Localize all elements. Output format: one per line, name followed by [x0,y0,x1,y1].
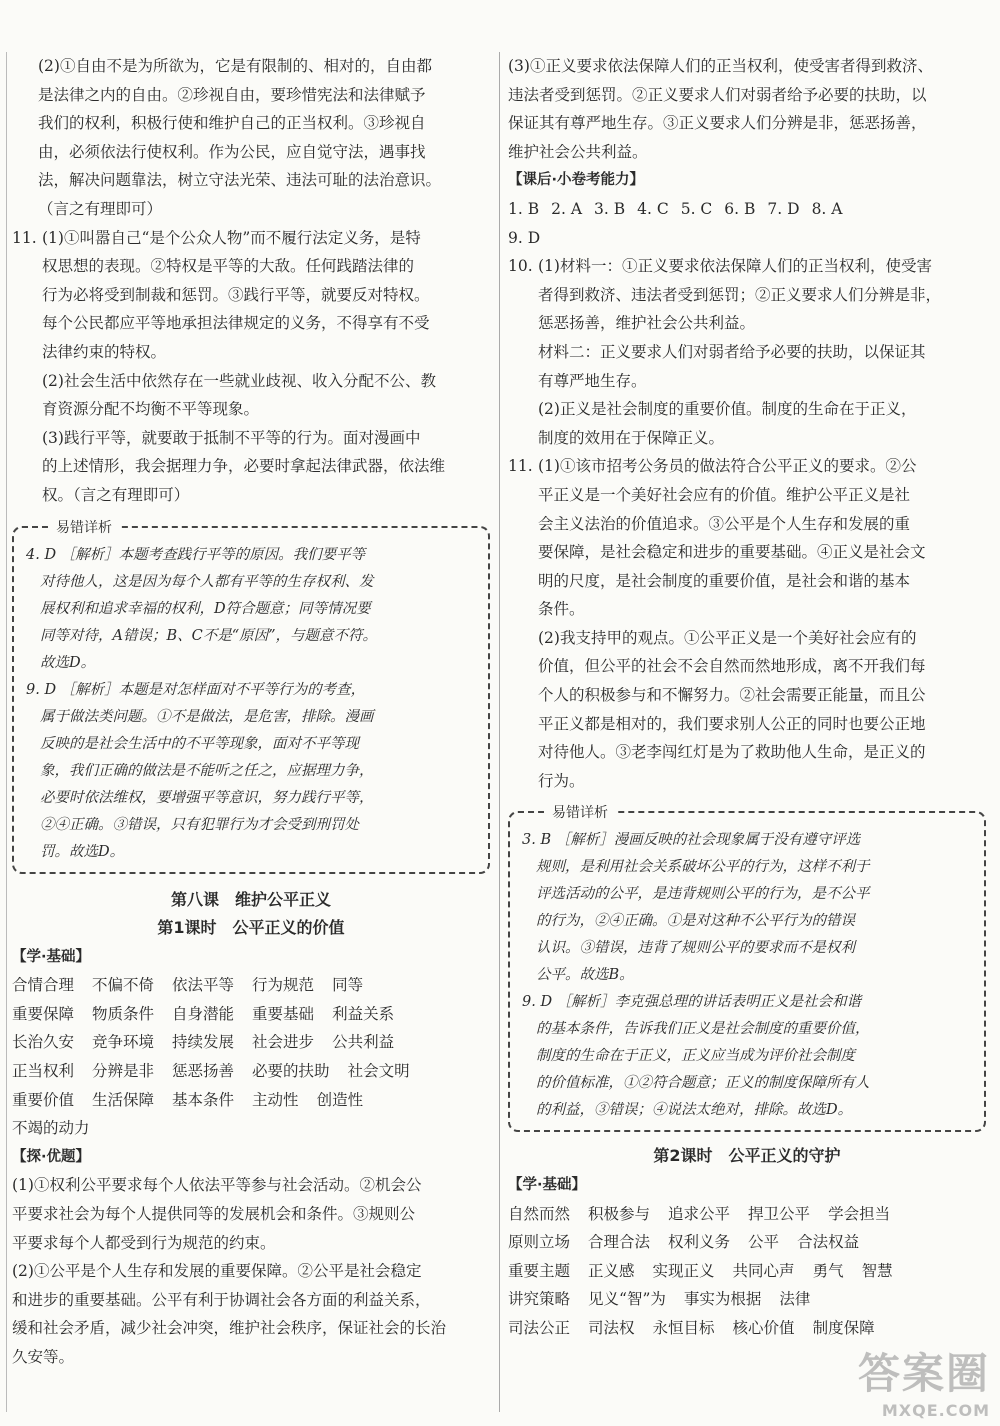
error-analysis-line: 9. D ［解析］本题是对怎样面对不平等行为的考查， [26,681,366,698]
choice-answer: 4. C [637,199,669,218]
answer-line: (1)材料一：①正义要求依法保障人们的正当权利，使受害 [538,257,932,276]
q11-number: 11. [12,228,37,247]
keyword: 勇气 [812,1261,844,1280]
keyword: 重要价值 [12,1090,75,1109]
keyword: 自身潜能 [172,1004,235,1023]
keyword: 分辨是非 [92,1062,155,1081]
keyword-row [508,1257,986,1286]
error-analysis-line: 公平。故选B。 [536,967,634,984]
keyword: 创造性 [316,1090,364,1109]
error-analysis-line: 对待他人，这是因为每个人都有平等的生存权利、发 [40,573,374,590]
answer-line: （言之有理即可） [38,199,163,218]
answer-line: (3)①正义要求依法保障人们的正当权利，使受害者得到救济、 [508,57,933,75]
answer-line: (2)①自由不是为所欲为，它是有限制的、相对的，自由都 [38,57,432,75]
keyword: 智慧 [861,1261,893,1280]
keyword: 不偏不倚 [92,976,155,995]
choice-answer: 7. D [767,199,800,218]
choice-answer: 2. A [551,199,583,218]
error-analysis-line: 的基本条件，告诉我们正义是社会制度的重要价值， [536,1021,870,1038]
keyword: 正当权利 [12,1062,75,1081]
answer-line: 行为必将受到制裁和惩罚。③践行平等，就要反对特权。 [42,285,430,304]
answer-line: 和进步的重要基础。公平有利于协调社会各方面的利益关系， [12,1290,431,1309]
keyword: 基本条件 [172,1090,235,1109]
keyword: 学会担当 [828,1204,891,1223]
answer-line: 缓和社会矛盾，减少社会冲突，维护社会秩序，保证社会的长治 [12,1319,447,1338]
keyword: 竞争环境 [92,1033,155,1052]
keyword-row [12,1057,490,1086]
keyword: 生活保障 [92,1090,155,1109]
keyword: 见义“智”为 [588,1290,666,1309]
keyword: 事实为根据 [683,1290,762,1309]
keyword-row [12,1028,490,1057]
q11-answer-block-right [508,452,986,795]
keyword-row [12,1000,490,1029]
answer-line: 价值，但公平的社会不会自然而然地形成，离不开我们每 [538,657,926,676]
answer-line: (1)①权利公平要求每个人依法平等参与社会活动。②机会公 [12,1176,422,1195]
error-analysis-title-right: 易错详析 [544,800,616,827]
choice-answer: 5. C [680,199,713,218]
keyword: 追求公平 [668,1204,731,1223]
answer-line: (2)正义是社会制度的重要价值。制度的生命在于正义， [538,400,917,419]
answer-line: 由，必须依法行使权利。作为公民，应自觉守法，遇事找 [38,142,426,161]
answer-line: 平正义是一个美好社会应有的价值。维护公平正义是社 [538,485,911,504]
answer-line: 维护社会公共利益。 [508,142,648,161]
keyword: 行为规范 [252,976,315,995]
keyword: 重要保障 [12,1004,75,1023]
keyword: 捍卫公平 [748,1204,811,1223]
answer-line: 要保障，是社会稳定和进步的重要基础。④正义是社会文 [538,543,926,562]
keyword: 核心价值 [732,1319,795,1337]
answer-line: (2)①公平是个人生存和发展的重要保障。②公平是社会稳定 [12,1262,422,1281]
keyword: 共同心声 [732,1261,795,1280]
keyword-list-right [508,1200,986,1343]
answer-line: 每个公民都应平等地承担法律规定的义务，不得享有不受 [42,314,430,333]
keyword: 讲究策略 [508,1290,571,1309]
section-tan-youti: 【探·优题】 [12,1148,91,1165]
error-analysis-line: 象，我们正确的做法是不能听之任之，应据理力争， [40,762,374,779]
keyword: 重要主题 [508,1261,571,1280]
answer-line: 平要求每个人都受到行为规范的约束。 [12,1233,276,1252]
answer-line: (3)践行平等，就要敢于抵制不平等的行为。面对漫画中 [42,428,421,447]
error-analysis-line: 的价值标准，①②符合题意；正义的制度保障所有人 [536,1075,870,1092]
answer-line: 是法律之内的自由。②珍视自由，要珍惜宪法和法律赋予 [38,85,426,104]
keyword: 积极参与 [588,1204,651,1223]
left-margin-rule [6,52,7,1412]
answer-line: 制度的效用在于保障正义。 [538,428,725,447]
keyword-row [508,1285,986,1314]
error-analysis-line: 评选活动的公平，是违背规则公平的行为，是不公平 [536,886,870,903]
error-analysis-line: 认识。③错误，违背了规则公平的要求而不是权利 [536,940,855,957]
answer-line: 个人的积极参与和不懈努力。②社会需要正能量，而且公 [538,686,926,705]
keyword: 司法公正 [508,1319,571,1337]
answer-line: 保证其有尊严地生存。③正义要求人们分辨是非，惩恶扬善， [508,114,927,133]
error-analysis-line: 的行为，②④正确。①是对这种不公平行为的错误 [536,913,855,930]
keyword: 合法权益 [797,1233,860,1252]
keyword: 重要基础 [252,1004,315,1023]
keyword: 社会文明 [347,1062,410,1081]
keyword: 主动性 [252,1090,299,1109]
answer-line: 育资源分配不均衡不平等现象。 [42,400,260,419]
answer-line: 久安等。 [12,1348,75,1366]
section-kehou: 【课后·小卷考能力】 [508,172,645,189]
answer-line: 条件。 [538,600,585,619]
answer-line: (2)社会生活中依然存在一些就业歧视、收入分配不公、教 [42,371,436,390]
answer-line: 者得到救济、违法者受到惩罚；②正义要求人们分辨是非， [538,285,942,304]
q11-answer-block [12,224,490,510]
keyword: 司法权 [588,1319,635,1337]
error-analysis-box-right [508,805,986,1132]
keyword: 合情合理 [12,976,75,995]
error-analysis-line: 4. D ［解析］本题考查践行平等的原因。我们要平等 [26,546,366,563]
keyword: 原则立场 [508,1233,571,1252]
left-column [12,52,490,1372]
answer-line: 惩恶扬善，维护社会公共利益。 [538,314,756,333]
answer-line: (1)①叫嚣自己“是个公众人物”而不履行法定义务，是特 [42,228,421,247]
error-analysis-line: 规则，是利用社会关系破坏公平的行为，这样不利于 [536,859,870,876]
answer-line: (2)我支持甲的观点。①公平正义是一个美好社会应有的 [538,628,917,647]
error-analysis-line: 的利益，③错误；④说法太绝对，排除。故选D。 [536,1102,853,1119]
period-title: 第1课时 公平正义的价值 [157,918,345,938]
keyword: 同等 [332,976,364,995]
answer-line: 行为。 [538,771,585,790]
keyword: 必要的扶助 [252,1062,330,1081]
answer-line: 平正义都是相对的，我们要求别人公正的同时也要公正地 [538,714,926,733]
error-analysis-line: 罚。故选D。 [40,843,125,860]
column-divider [499,52,500,1412]
keyword: 社会进步 [252,1033,315,1052]
choice-answer: 3. B [594,199,626,218]
choice-answers [508,195,986,224]
keyword: 不竭的动力 [12,1119,90,1138]
keyword: 自然而然 [508,1204,571,1223]
keyword: 长治久安 [12,1033,75,1052]
keyword-row [12,1114,490,1143]
error-analysis-line: 必要时依法维权，要增强平等意识，努力践行平等， [40,789,374,806]
answer-line: 我们的权利，积极行使和维护自己的正当权利。③珍视自 [38,114,426,133]
choice-answer: 1. B [508,199,540,218]
keyword-row [508,1314,986,1343]
error-analysis-box-left [12,519,490,874]
q2-answer-block [12,52,490,224]
keyword-row [508,1228,986,1257]
keyword-row [508,1200,986,1229]
keyword: 法律 [779,1290,811,1309]
answer-line: 权思想的表现。②特权是平等的大敌。任何践踏法律的 [42,257,415,276]
answer-line: 法，解决问题靠法，树立守法光荣、违法可耻的法治意识。 [38,171,442,190]
error-analysis-line: ②④正确。③错误，只有犯罪行为才会受到刑罚处 [40,816,359,833]
keyword: 永恒目标 [652,1319,715,1337]
keyword: 利益关系 [332,1004,395,1023]
error-analysis-line: 制度的生命在于正义，正义应当成为评价社会制度 [536,1048,855,1065]
keyword: 依法平等 [172,976,235,995]
answer-line: 会主义法治的价值追求。③公平是个人生存和发展的重 [538,514,911,533]
keyword-row [12,971,490,1000]
keyword: 正义感 [588,1261,635,1280]
q10-answer-block [508,252,986,452]
answer-line: 平要求社会为每个人提供同等的发展机会和条件。③规则公 [12,1205,416,1224]
error-analysis-line: 9. D ［解析］李克强总理的讲话表明正义是社会和谐 [522,994,862,1011]
lesson-title: 第八课 维护公平正义 [170,889,331,909]
choice-answer: 6. B [724,199,756,218]
keyword: 惩恶扬善 [172,1062,235,1081]
answer-line: 明的尺度，是社会制度的重要价值，是社会和谐的基本 [538,571,911,590]
keyword-list [12,971,490,1143]
error-analysis-line: 展权利和追求幸福的权利，D符合题意；同等情况要 [40,600,371,617]
right-column [508,52,986,1343]
watermark-text: 答案圈 [857,1349,990,1398]
q10-number: 10. [508,257,533,276]
section-xue-jichu: 【学·基础】 [12,948,91,965]
keyword: 权利义务 [668,1233,731,1252]
keyword: 物质条件 [92,1004,155,1023]
period2-title: 第2课时 公平正义的守护 [653,1146,841,1166]
answer-line: 法律约束的特权。 [42,342,167,361]
keyword: 实现正义 [652,1261,715,1280]
tan-answer-block [12,1171,490,1371]
answer-line: 权。（言之有理即可） [42,485,190,504]
answer-line: (1)①该市招考公务员的做法符合公平正义的要求。②公 [538,457,917,476]
error-analysis-line: 同等对待，A错误；B、C不是“原因”，与题意不符。 [40,627,378,644]
answer-line: 的上述情形，我会据理力争，必要时拿起法律武器，依法维 [42,457,446,476]
keyword: 持续发展 [172,1033,235,1052]
error-analysis-line: 故选D。 [40,654,96,671]
keyword: 公共利益 [332,1033,395,1052]
keyword-row [12,1086,490,1115]
section-xue-jichu-right: 【学·基础】 [508,1177,587,1194]
choice-answer-9: 9. D [508,228,541,247]
error-analysis-title: 易错详析 [48,515,120,542]
keyword: 合理合法 [588,1233,651,1252]
answer-line: 违法者受到惩罚。②正义要求人们对弱者给予必要的扶助，以 [508,85,927,104]
q11-number-right: 11. [508,457,533,476]
error-analysis-line: 反映的是社会生活中的不平等现象，面对不平等现 [40,735,359,752]
error-analysis-line: 3. B ［解析］漫画反映的社会现象属于没有遵守评选 [522,832,861,849]
q3-answer-block [508,52,986,166]
watermark-logo [858,1341,990,1420]
error-analysis-line: 属于做法类问题。①不是做法，是危害，排除。漫画 [40,708,374,725]
keyword: 制度保障 [812,1319,875,1337]
watermark-url: MXQE.COM [881,1401,990,1420]
answer-line: 有尊严地生存。 [538,371,647,390]
answer-line: 对待他人。③老李闯红灯是为了救助他人生命，是正义的 [538,743,926,762]
keyword: 公平 [748,1233,780,1252]
answer-line: 材料二：正义要求人们对弱者给予必要的扶助，以保证其 [538,342,926,361]
choice-answer: 8. A [811,199,843,218]
